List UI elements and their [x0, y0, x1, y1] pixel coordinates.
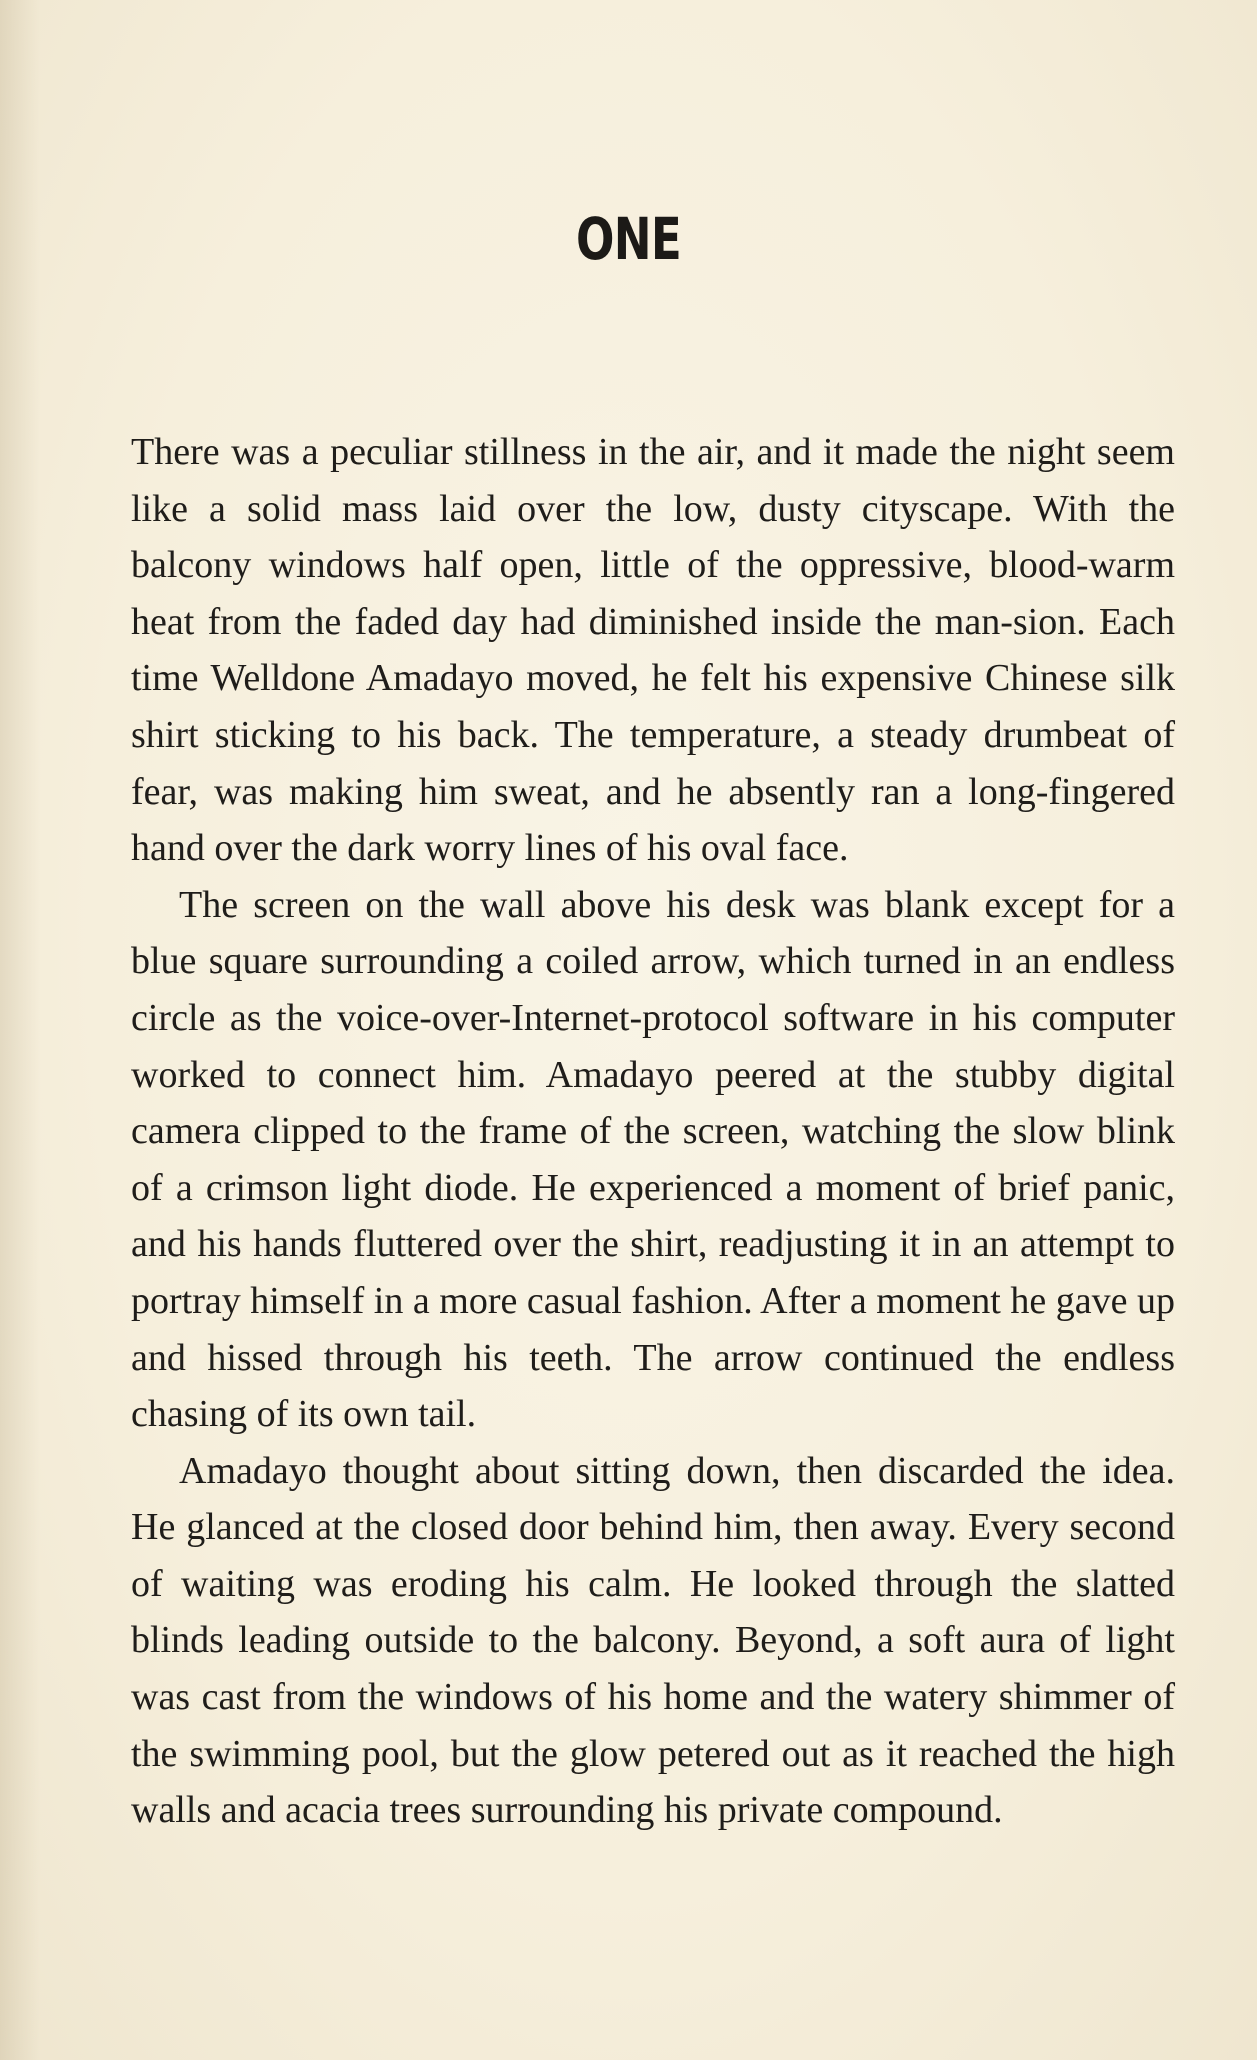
paragraph-2: The screen on the wall above his desk was blank except for a blue square surrounding a coiled arrow, which turned in an endless circle as the voice-over-Internet-protocol software in his computer worked to connect him. Amadayo peered at the stubby digital camera clipped to the frame of the screen, watching the slow blink of a crimson light diode. He experienced a moment of brief panic, and his hands fluttered over the shirt, readjusting it in an attempt to portray himself in a more casual fashion. After a moment he gave up and hissed through his teeth. The arrow continued the endless chasing of its own tail. [131, 883, 1175, 1436]
chapter-body [131, 424, 1175, 1839]
paragraph-3: Amadayo thought about sitting down, then discarded the idea. He glanced at the closed door behind him, then away. Every second of waiting was eroding his calm. He looked through the slatted blinds leading outside to the balcony. Beyond, a soft aura of light was cast from the windows of his home and the watery shimmer of the swimming pool, but the glow petered out as it reached the high walls and acacia trees surrounding his private compound. [131, 1449, 1175, 1832]
paragraph-1: There was a peculiar stillness in the air, and it made the night seem like a solid mass laid over the low, dusty cityscape. With the balcony windows half open, little of the oppressive, blood-warm heat from the faded day had diminished inside the man-sion. Each time Welldone Amadayo moved, he felt his expensive Chinese silk shirt sticking to his back. The temperature, a steady drumbeat of fear, was making him sweat, and he absently ran a long-fingered hand over the dark worry lines of his oval face. [131, 431, 1175, 870]
chapter-title: ONE [576, 205, 681, 273]
page-gutter-shadow [0, 0, 40, 2060]
